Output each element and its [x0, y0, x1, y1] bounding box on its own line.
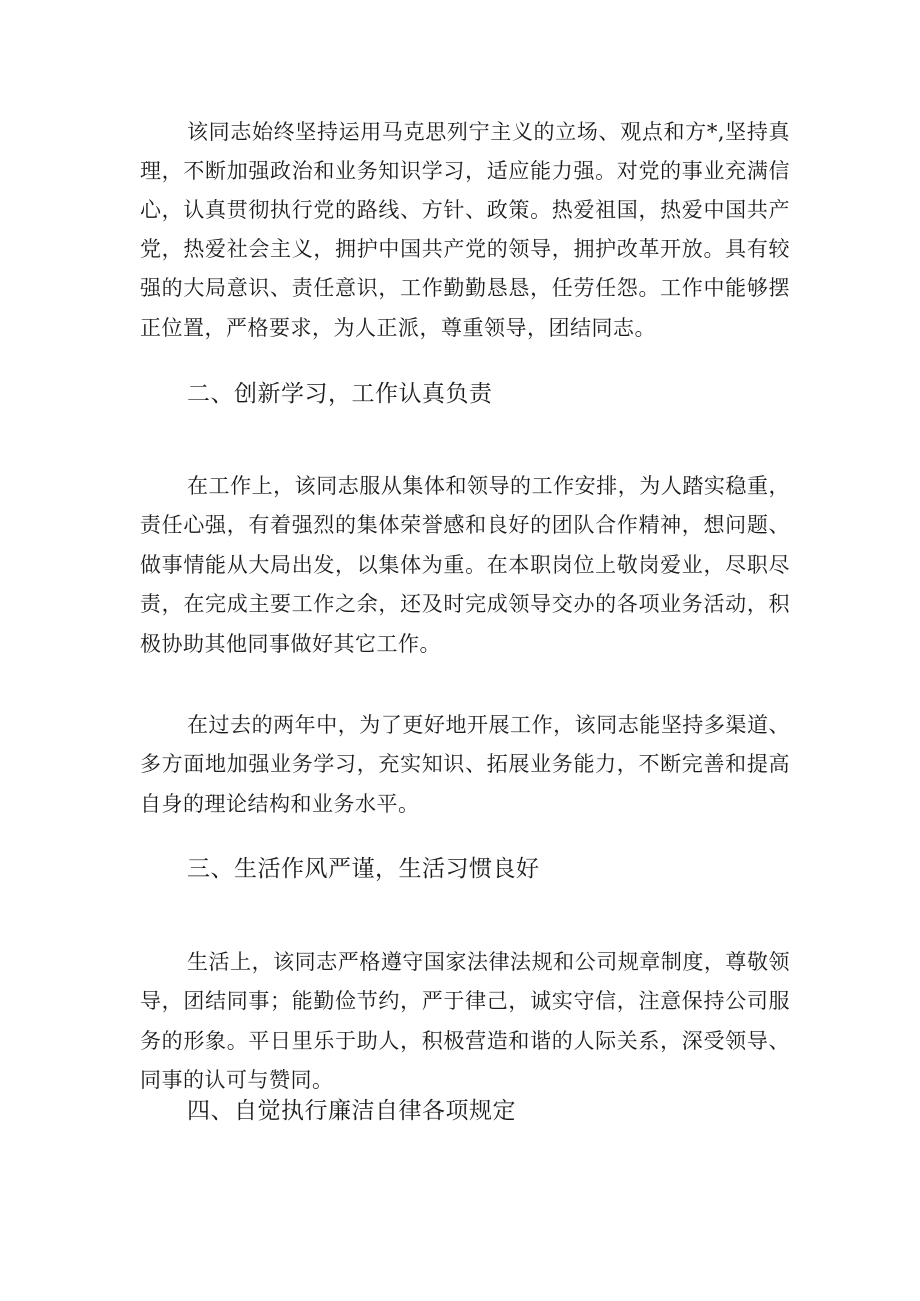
- section-heading-3: 三、生活作风严谨，生活习惯良好: [187, 856, 540, 882]
- paragraph-2-line-5: 极协助其他同事做好其它工作。: [140, 632, 441, 656]
- paragraph-4-line-4: 同事的认可与赞同。: [140, 1068, 334, 1092]
- paragraph-4-line-1: 生活上，该同志严格遵守国家法律法规和公司规章制度，尊敬领: [187, 950, 790, 974]
- paragraph-2-line-1: 在工作上，该同志服从集体和领导的工作安排，为人踏实稳重，: [187, 474, 790, 498]
- section-heading-4: 四、自觉执行廉洁自律各项规定: [187, 1098, 516, 1124]
- section-heading-2: 二、创新学习，工作认真负责: [187, 381, 493, 407]
- paragraph-3-line-2: 多方面地加强业务学习，充实知识、拓展业务能力，不断完善和提高: [140, 752, 790, 776]
- paragraph-2-line-3: 做事情能从大局出发，以集体为重。在本职岗位上敬岗爱业，尽职尽: [140, 553, 790, 577]
- paragraph-4-line-2: 导，团结同事；能勤俭节约，严于律己，诚实守信，注意保持公司服: [140, 989, 790, 1013]
- paragraph-1-line-1: 该同志始终坚持运用马克思列宁主义的立场、观点和方*,坚持真: [187, 120, 790, 144]
- paragraph-2-line-4: 责，在完成主要工作之余，还及时完成领导交办的各项业务活动，积: [140, 592, 790, 616]
- paragraph-2-line-2: 责任心强，有着强烈的集体荣誉感和良好的团队合作精神，想问题、: [140, 513, 790, 537]
- paragraph-1-line-4: 党，热爱社会主义，拥护中国共产党的领导，拥护改革开放。具有较: [140, 237, 790, 261]
- paragraph-1-line-2: 理，不断加强政治和业务知识学习，适应能力强。对党的事业充满信: [140, 159, 790, 183]
- paragraph-3-line-1: 在过去的两年中，为了更好地开展工作，该同志能坚持多渠道、: [187, 713, 790, 737]
- paragraph-1-line-5: 强的大局意识、责任意识，工作勤勤恳恳，任劳任怨。工作中能够摆: [140, 276, 790, 300]
- paragraph-1-line-3: 心，认真贯彻执行党的路线、方针、政策。热爱祖国，热爱中国共产: [140, 198, 790, 222]
- paragraph-3-line-3: 自身的理论结构和业务水平。: [140, 792, 420, 816]
- paragraph-4-line-3: 务的形象。平日里乐于助人，积极营造和谐的人际关系，深受领导、: [140, 1029, 790, 1053]
- paragraph-1-line-6: 正位置，严格要求，为人正派，尊重领导，团结同志。: [140, 316, 656, 340]
